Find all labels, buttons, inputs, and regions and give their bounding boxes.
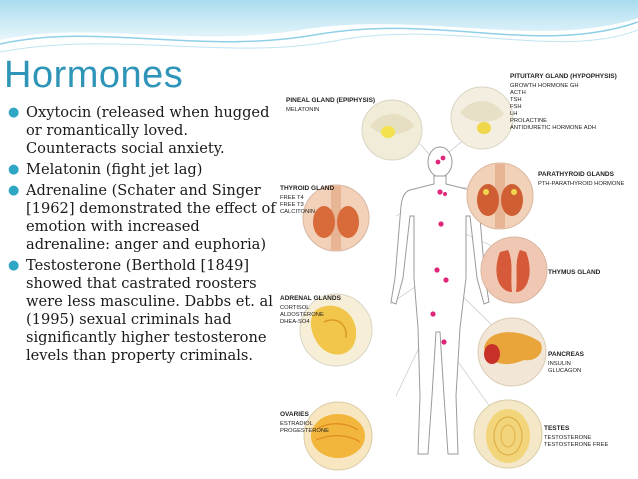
parathyroid-item: PTH-PARATHYROID HORMONE xyxy=(538,181,625,187)
pituitary-marker xyxy=(441,156,446,161)
bullet-icon: ● xyxy=(8,258,20,273)
thyroid-title: THYROID GLAND xyxy=(280,185,335,192)
endocrine-diagram xyxy=(278,66,634,476)
testes-circle xyxy=(474,400,542,468)
pancreas-item: GLUCAGON xyxy=(548,368,582,374)
adrenal-item: ALDOSTERONE xyxy=(280,312,324,318)
slide-title: Hormones xyxy=(4,54,184,96)
ovaries-item: PROGESTERONE xyxy=(280,428,329,434)
pancreas-title: PANCREAS xyxy=(548,351,584,358)
bullet-icon: ● xyxy=(8,183,20,198)
pineal-circle xyxy=(362,100,422,160)
parathyroid-marker xyxy=(443,192,447,196)
pituitary-item: PROLACTINE xyxy=(510,118,548,124)
bullet-icon: ● xyxy=(8,162,20,177)
label-parathyroid xyxy=(538,171,625,187)
thymus-title: THYMUS GLAND xyxy=(548,269,601,276)
testes-item: TESTOSTERONE FREE xyxy=(544,442,609,448)
adrenal-title: ADRENAL GLANDS xyxy=(280,295,341,302)
pituitary-item: ACTH xyxy=(510,90,526,96)
label-pituitary xyxy=(510,73,617,131)
adrenal-marker xyxy=(434,267,439,272)
bullet-text: Adrenaline (Schater and Singer [1962] demonstrated the effect of emotion with increased adrenaline: anger and euphoria) xyxy=(26,182,276,253)
thymus-marker xyxy=(438,221,443,226)
pineal-title: PINEAL GLAND (EPIPHYSIS) xyxy=(286,97,376,104)
parathyroid-circle xyxy=(467,163,533,229)
parathyroid-title: PARATHYROID GLANDS xyxy=(538,171,614,178)
thymus-circle xyxy=(481,237,547,303)
pituitary-item: ANTIDIURETIC HORMONE ADH xyxy=(510,125,596,131)
bullet-text: Oxytocin (released when hugged or romantically loved. Counteracts social anxiety. xyxy=(26,104,270,157)
label-thymus xyxy=(548,269,601,276)
ovaries-item: ESTRADIOL xyxy=(280,421,313,427)
pancreas-marker xyxy=(443,277,448,282)
bullet-text: Melatonin (fight jet lag) xyxy=(26,161,203,178)
pituitary-item: TSH xyxy=(510,97,522,103)
bullet-testosterone xyxy=(6,257,278,365)
ovaries-marker xyxy=(430,311,435,316)
pituitary-item: LH xyxy=(510,111,518,117)
pancreas-item: INSULIN xyxy=(548,361,571,367)
testes-item: TESTOSTERONE xyxy=(544,435,592,441)
testes-title: TESTES xyxy=(544,425,570,432)
thyroid-marker xyxy=(437,189,442,194)
pineal-marker xyxy=(436,160,441,165)
pituitary-item: FSH xyxy=(510,104,522,110)
bullet-text: Testosterone (Berthold [1849] showed that castrated roosters were less masculine. Dabbs et. al (1995) sexual criminals had significantly higher testosterone levels than property criminals. xyxy=(26,257,273,364)
label-pineal xyxy=(286,97,375,113)
adrenal-item: CORTISOL xyxy=(280,305,310,311)
pituitary-title: PITUITARY GLAND (HYPOPHYSIS) xyxy=(510,73,617,80)
pineal-item: MELATONIN xyxy=(286,107,320,113)
bullet-list xyxy=(6,104,278,368)
pituitary-item: GROWTH HORMONE GH xyxy=(510,83,579,89)
thyroid-item: FREE T4 xyxy=(280,195,304,201)
thyroid-item: CALCITONIN xyxy=(280,209,316,215)
adrenal-circle xyxy=(300,294,372,366)
ovaries-circle xyxy=(304,402,372,470)
thyroid-circle xyxy=(303,185,369,251)
testes-marker xyxy=(441,339,446,344)
thyroid-item: FREE T3 xyxy=(280,202,304,208)
pituitary-circle xyxy=(451,87,513,149)
bullet-icon: ● xyxy=(8,105,20,120)
bullet-oxytocin xyxy=(6,104,278,158)
bullet-adrenaline xyxy=(6,182,278,254)
pancreas-circle xyxy=(478,318,546,386)
label-pancreas xyxy=(548,351,585,374)
ovaries-title: OVARIES xyxy=(280,411,309,418)
adrenal-item: DHEA-SO4 xyxy=(280,319,310,325)
bullet-melatonin xyxy=(6,161,278,179)
label-testes xyxy=(544,425,608,448)
